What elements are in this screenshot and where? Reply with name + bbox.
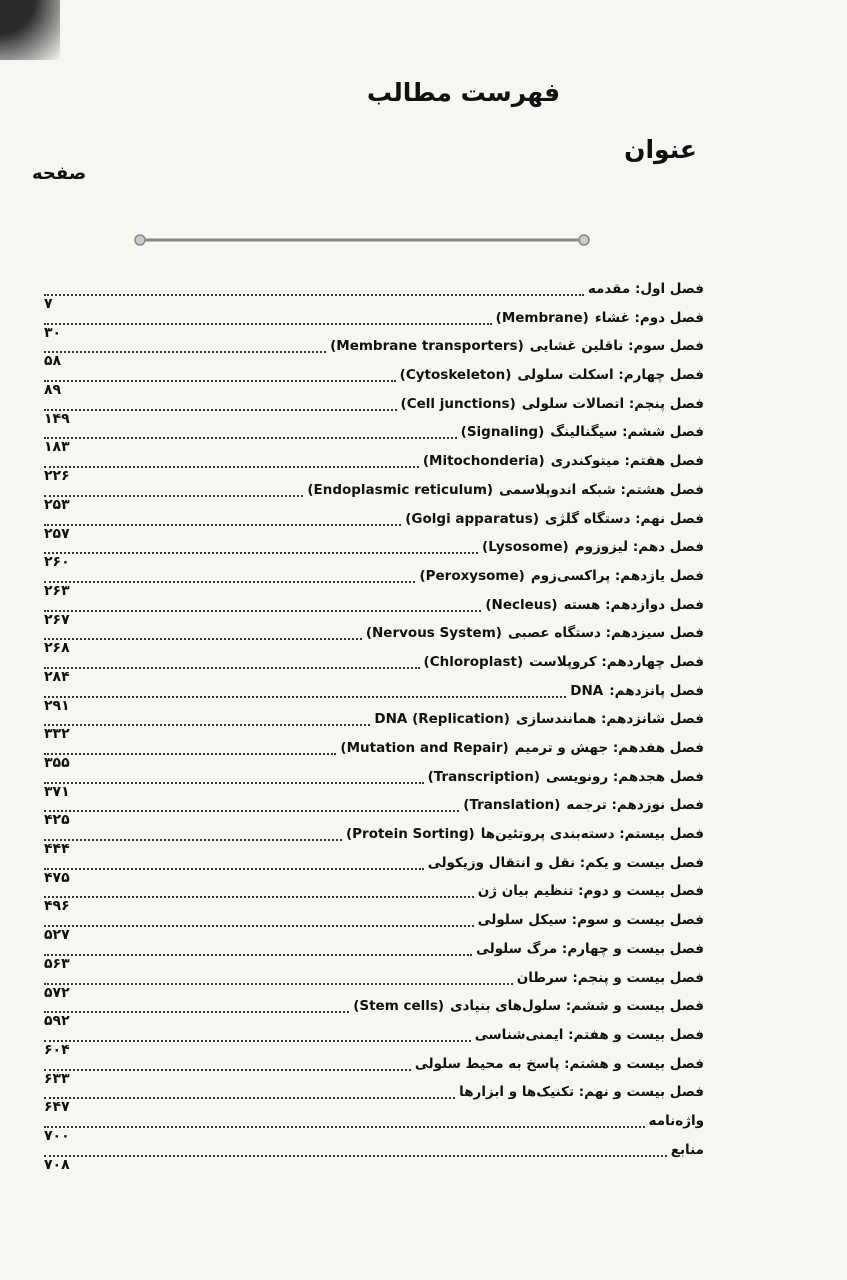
toc-row[interactable] bbox=[44, 880, 704, 915]
chapter-english-title: (Stem cells) bbox=[353, 998, 445, 1015]
dot-leader bbox=[44, 1067, 411, 1071]
toc-entry bbox=[400, 364, 704, 384]
toc-row[interactable] bbox=[44, 794, 704, 829]
toc-entry bbox=[478, 880, 704, 900]
dot-leader bbox=[44, 292, 584, 296]
page-title: فهرست مطالب bbox=[366, 78, 561, 107]
ornament-divider bbox=[132, 232, 592, 248]
dot-leader bbox=[44, 722, 370, 726]
page-number: ۱۸۳ bbox=[44, 439, 70, 456]
toc-entry bbox=[374, 708, 704, 728]
chapter-english-title: (Cell junctions) bbox=[400, 395, 516, 412]
page-number: ۳۵۵ bbox=[44, 755, 70, 771]
dot-leader bbox=[44, 1124, 645, 1128]
page-number: ۶۳۳ bbox=[44, 1070, 70, 1087]
page-number: ۳۳۲ bbox=[44, 726, 70, 743]
toc-entry bbox=[478, 909, 704, 929]
toc-row[interactable] bbox=[44, 909, 704, 944]
chapter-english-title: (Necleus) bbox=[485, 596, 558, 613]
page-number: ۷۰۰ bbox=[44, 1127, 70, 1144]
dot-leader bbox=[44, 981, 513, 985]
chapter-title: فصل یازدهم: پراکسی‌زوم bbox=[530, 567, 704, 584]
chapter-english-title: (Nervous System) bbox=[365, 625, 502, 642]
dot-leader bbox=[44, 349, 326, 353]
chapter-title: فصل بیستم: دسته‌بندی پروتئین‌ها bbox=[480, 826, 704, 843]
toc-entry bbox=[482, 536, 704, 556]
dot-leader bbox=[44, 493, 303, 497]
chapter-english-title: (Membrane transporters) bbox=[330, 338, 524, 355]
column-header-title: عنوان bbox=[624, 135, 697, 164]
dot-leader bbox=[44, 435, 457, 439]
chapter-title: فصل چهاردهم: کروپلاست bbox=[529, 653, 704, 670]
toc-entry bbox=[419, 565, 704, 585]
chapter-title: فصل بیست و چهارم: مرگ سلولی bbox=[475, 940, 704, 957]
dot-leader bbox=[44, 1009, 349, 1013]
toc-row[interactable] bbox=[44, 278, 704, 312]
chapter-title: فصل ششم: سیگنالینگ bbox=[550, 424, 704, 441]
toc-row[interactable] bbox=[44, 1081, 704, 1116]
chapter-title: واژه‌نامه bbox=[648, 1112, 704, 1129]
page-number: ۶۰۴ bbox=[44, 1041, 70, 1058]
page-number: ۲۶۰ bbox=[44, 554, 70, 571]
dot-leader bbox=[44, 751, 336, 755]
toc-entry bbox=[517, 967, 704, 987]
toc-entry bbox=[496, 307, 704, 327]
dot-leader bbox=[44, 808, 459, 812]
toc-row[interactable] bbox=[44, 938, 704, 972]
chapter-english-title: (Cytoskeleton) bbox=[399, 367, 512, 384]
toc-row[interactable] bbox=[44, 450, 704, 485]
toc-row[interactable] bbox=[44, 1110, 704, 1144]
dot-leader bbox=[44, 1038, 471, 1042]
dot-leader bbox=[44, 608, 481, 612]
chapter-title: فصل اول: مقدمه bbox=[587, 281, 704, 297]
chapter-title: فصل پنجم: اتصالات سلولی bbox=[521, 395, 704, 412]
dot-leader bbox=[44, 464, 419, 468]
toc-row[interactable] bbox=[44, 508, 704, 542]
toc-entry bbox=[330, 335, 704, 355]
page-number: ۳۷۱ bbox=[44, 783, 70, 800]
toc-row[interactable] bbox=[44, 479, 704, 513]
toc-entry bbox=[428, 766, 704, 786]
dot-leader bbox=[44, 866, 424, 870]
chapter-english-title: (Lysosome) bbox=[482, 539, 569, 556]
chapter-title: فصل هجدهم: رونویسی bbox=[546, 768, 704, 785]
page-number: ۲۵۷ bbox=[44, 525, 70, 542]
toc-row[interactable] bbox=[44, 536, 704, 571]
dot-leader bbox=[44, 894, 474, 898]
toc-entry bbox=[424, 651, 704, 671]
toc-entry bbox=[415, 1053, 704, 1073]
toc-entry bbox=[459, 1081, 704, 1101]
toc-entry bbox=[476, 938, 704, 958]
page-number: ۷ bbox=[44, 296, 53, 312]
page-number: ۵۸ bbox=[44, 353, 62, 370]
toc-row[interactable] bbox=[44, 852, 704, 886]
toc-entry bbox=[485, 594, 704, 614]
toc-entry bbox=[366, 622, 704, 642]
chapter-title: فصل چهارم: اسکلت سلولی bbox=[517, 367, 704, 384]
toc-entry bbox=[463, 794, 704, 814]
toc-row[interactable] bbox=[44, 1053, 704, 1087]
page-number: ۶۴۷ bbox=[44, 1099, 70, 1116]
toc-entry bbox=[401, 393, 704, 413]
toc-row[interactable] bbox=[44, 737, 704, 771]
dot-leader bbox=[44, 579, 415, 583]
toc-row[interactable] bbox=[44, 594, 704, 628]
chapter-title: فصل سیزدهم: دستگاه عصبی bbox=[507, 625, 704, 642]
chapter-title: فصل هفتم: میتوکندری bbox=[550, 453, 704, 470]
dot-leader bbox=[44, 952, 472, 956]
toc-entry bbox=[428, 852, 704, 872]
chapter-english-title: (Golgi apparatus) bbox=[405, 510, 539, 527]
page-corner-shadow bbox=[0, 0, 60, 60]
toc-row[interactable] bbox=[44, 708, 704, 743]
toc-entry bbox=[423, 450, 704, 470]
page-number: ۵۷۲ bbox=[44, 984, 70, 1001]
chapter-english-title: (Mutation and Repair) bbox=[340, 740, 509, 756]
chapter-title: فصل شانزدهم: همانندسازی bbox=[515, 711, 704, 728]
toc-entry bbox=[588, 278, 704, 298]
page-number: ۴۲۵ bbox=[44, 812, 70, 829]
page-number: ۱۴۹ bbox=[44, 410, 70, 427]
dot-leader bbox=[44, 378, 396, 382]
chapter-title: فصل بیست و پنجم: سرطان bbox=[516, 969, 704, 986]
chapter-title: فصل بیست و دوم: تنظیم بیان ژن bbox=[477, 883, 704, 900]
toc-entry bbox=[475, 1024, 704, 1044]
chapter-title: فصل بیست و سوم: سیکل سلولی bbox=[477, 912, 704, 929]
toc-row[interactable] bbox=[44, 1024, 704, 1058]
toc-entry bbox=[353, 995, 704, 1015]
chapter-title: فصل سوم: ناقلین غشایی bbox=[529, 338, 704, 355]
chapter-english-title: (Chloroplast) bbox=[423, 653, 524, 670]
page-number: ۲۶۷ bbox=[44, 611, 70, 628]
page-number: ۸۹ bbox=[44, 382, 62, 399]
chapter-english-title: (Peroxysome) bbox=[419, 567, 525, 584]
chapter-title: فصل هفدهم: جهش و ترمیم bbox=[514, 740, 704, 756]
toc-row[interactable] bbox=[44, 995, 704, 1030]
toc-entry bbox=[671, 1139, 704, 1159]
dot-leader bbox=[44, 1153, 667, 1157]
toc-row[interactable] bbox=[44, 421, 704, 456]
dot-leader bbox=[44, 780, 424, 784]
chapter-english-title: (Membrane) bbox=[495, 309, 589, 326]
chapter-title: فصل بیست و هفتم: ایمنی‌شناسی bbox=[474, 1026, 704, 1043]
chapter-title: فصل بیست و نهم: تکنیک‌ها و ابزارها bbox=[459, 1084, 704, 1101]
toc-entry bbox=[340, 737, 704, 757]
chapter-english-title: DNA (Replication) bbox=[374, 711, 510, 728]
page-number: ۲۵۳ bbox=[44, 496, 70, 513]
toc-row[interactable] bbox=[44, 622, 704, 657]
toc-row[interactable] bbox=[44, 565, 704, 599]
toc-entry bbox=[405, 508, 704, 528]
chapter-title: فصل پانزدهم: bbox=[609, 682, 704, 699]
dot-leader bbox=[44, 923, 474, 927]
page-number: ۴۴۴ bbox=[44, 841, 70, 858]
dot-leader bbox=[44, 665, 420, 669]
chapter-title: فصل نهم: دستگاه گلژی bbox=[545, 510, 704, 527]
toc-row[interactable] bbox=[44, 823, 704, 858]
page-number: ۵۶۳ bbox=[44, 955, 70, 972]
toc-entry bbox=[346, 823, 704, 843]
page-number: ۲۹۱ bbox=[44, 697, 70, 714]
chapter-english-title: (Endoplasmic reticulum) bbox=[307, 481, 494, 498]
chapter-title: فصل دوازدهم: هسته bbox=[563, 596, 704, 613]
chapter-english-title: (Protein Sorting) bbox=[345, 826, 475, 843]
page-number: ۴۷۵ bbox=[44, 869, 70, 886]
toc-row[interactable] bbox=[44, 335, 704, 370]
chapter-title: فصل بیست و هشتم: پاسخ به محیط سلولی bbox=[414, 1055, 704, 1072]
page-number: ۴۹۶ bbox=[44, 898, 70, 915]
toc-entry bbox=[570, 680, 704, 700]
chapter-english-title: (Signaling) bbox=[460, 424, 545, 441]
page-number: ۷۰۸ bbox=[44, 1156, 70, 1173]
table-of-contents bbox=[44, 278, 704, 1173]
chapter-english-title: (Translation) bbox=[463, 797, 561, 814]
chapter-english-title: DNA bbox=[570, 682, 604, 699]
dot-leader bbox=[44, 407, 397, 411]
chapter-title: فصل دوم: غشاء bbox=[594, 309, 704, 326]
toc-row[interactable] bbox=[44, 307, 704, 341]
page-number: ۲۲۶ bbox=[44, 468, 70, 485]
chapter-english-title: (Mitochonderia) bbox=[422, 453, 545, 470]
toc-row[interactable] bbox=[44, 1139, 704, 1173]
chapter-title: فصل هشتم: شبکه اندوپلاسمی bbox=[499, 481, 704, 498]
dot-leader bbox=[44, 694, 566, 698]
toc-row[interactable] bbox=[44, 967, 704, 1001]
dot-leader bbox=[44, 837, 342, 841]
chapter-title: فصل نوزدهم: ترجمه bbox=[566, 797, 704, 814]
dot-leader bbox=[44, 550, 478, 554]
dot-leader bbox=[44, 522, 401, 526]
page-number: ۲۸۴ bbox=[44, 668, 70, 685]
toc-row[interactable] bbox=[44, 393, 704, 427]
dot-leader bbox=[44, 321, 492, 325]
toc-row[interactable] bbox=[44, 651, 704, 685]
toc-row[interactable] bbox=[44, 680, 704, 714]
chapter-title: منابع bbox=[670, 1141, 704, 1158]
toc-entry bbox=[307, 479, 704, 499]
toc-row[interactable] bbox=[44, 364, 704, 399]
column-header-page: صفحه bbox=[32, 163, 87, 184]
chapter-title: فصل دهم: لیزوزوم bbox=[574, 539, 704, 556]
toc-row[interactable] bbox=[44, 766, 704, 800]
page-number: ۲۶۸ bbox=[44, 640, 70, 657]
chapter-title: فصل بیست و ششم: سلول‌های بنیادی bbox=[450, 998, 704, 1015]
page-number: ۲۶۳ bbox=[44, 582, 70, 599]
toc-entry bbox=[649, 1110, 704, 1130]
page-number: ۳۰ bbox=[44, 324, 62, 341]
page-number: ۵۲۷ bbox=[44, 927, 70, 944]
toc-entry bbox=[461, 421, 704, 441]
dot-leader bbox=[44, 1095, 455, 1099]
chapter-title: فصل بیست و یکم: نقل و انتقال وزیکولی bbox=[427, 854, 704, 871]
dot-leader bbox=[44, 636, 362, 640]
chapter-english-title: (Transcription) bbox=[427, 768, 540, 785]
page-number: ۵۹۲ bbox=[44, 1013, 70, 1030]
